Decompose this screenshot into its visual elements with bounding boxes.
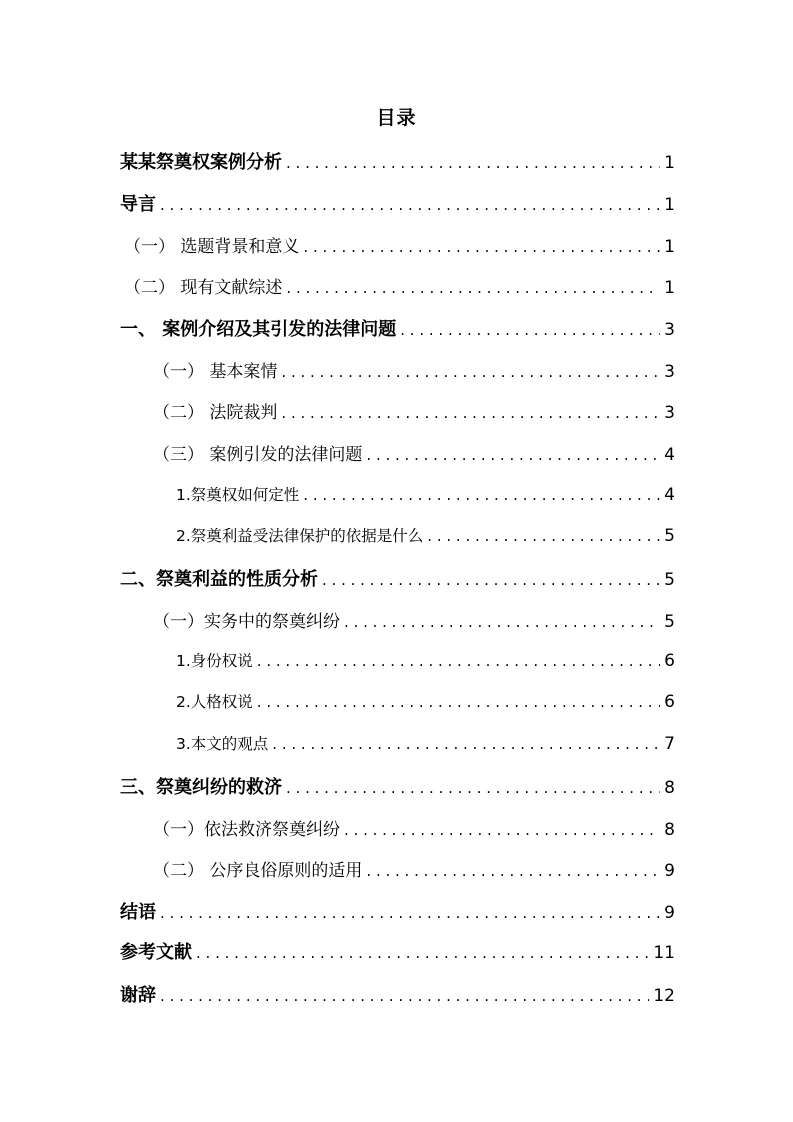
toc-entry[interactable] [176, 524, 675, 546]
toc-entry-label: 结语 [120, 902, 156, 923]
toc-leader-dots [344, 613, 660, 631]
toc-page-number: 1 [664, 195, 675, 215]
toc-entry[interactable] [120, 898, 675, 924]
toc-leader-dots [160, 196, 660, 214]
toc-title: 目录 [376, 107, 417, 129]
toc-page-number: 4 [664, 485, 675, 505]
toc-entry-label: （三） 案例引发的法律问题 [153, 445, 363, 465]
toc-leader-dots [272, 735, 660, 753]
toc-leader-dots [344, 821, 660, 839]
toc-entry[interactable] [153, 357, 675, 382]
toc-entry-label: 2.人格权说 [176, 693, 253, 711]
toc-entry-label: 2.祭奠利益受法律保护的依据是什么 [176, 527, 424, 545]
toc-leader-dots [286, 279, 660, 297]
toc-entry-label: （一）依法救济祭奠纠纷 [153, 820, 340, 840]
toc-entry[interactable] [120, 981, 675, 1007]
toc-entry-label: 谢辞 [120, 985, 156, 1006]
toc-page-number: 3 [664, 362, 675, 382]
toc-entry-label: 3.本文的观点 [176, 735, 269, 753]
toc-leader-dots [286, 779, 660, 797]
toc-page-number: 7 [664, 734, 675, 754]
toc-entry[interactable] [120, 190, 675, 216]
toc-leader-dots [400, 321, 660, 339]
toc-page-number: 6 [664, 651, 675, 671]
toc-page-number: 11 [653, 943, 675, 963]
toc-leader-dots [160, 904, 660, 922]
toc-entry[interactable] [153, 440, 675, 465]
toc-leader-dots [196, 944, 649, 962]
toc-page-number: 6 [664, 692, 675, 712]
toc-entry-label: 导言 [120, 194, 156, 215]
toc-leader-dots [257, 652, 660, 670]
toc-entry-label: 1.身份权说 [176, 652, 253, 670]
toc-entry[interactable] [124, 232, 675, 257]
toc-page-number: 1 [664, 237, 675, 257]
toc-entry-label: 三、祭奠纠纷的救济 [120, 777, 282, 798]
toc-entry[interactable] [153, 607, 675, 632]
toc-leader-dots [281, 404, 660, 422]
toc-entry-label: （一） 选题背景和意义 [124, 237, 300, 257]
toc-page-number: 9 [664, 861, 675, 881]
toc-page-number: 1 [664, 278, 675, 298]
toc-entry-label: （二） 公序良俗原则的适用 [153, 861, 363, 881]
toc-entry[interactable] [176, 690, 675, 712]
toc-leader-dots [322, 571, 660, 589]
toc-leader-dots [366, 446, 660, 464]
toc-leader-dots [303, 486, 660, 504]
toc-leader-dots [427, 527, 660, 545]
toc-leader-dots [281, 363, 660, 381]
toc-entry-label: （一）实务中的祭奠纠纷 [153, 612, 340, 632]
toc-entry-label: （二） 现有文献综述 [124, 278, 283, 298]
toc-page-number: 5 [664, 570, 675, 590]
toc-entry-label: （二） 法院裁判 [153, 403, 278, 423]
toc-page-number: 4 [664, 445, 675, 465]
toc-leader-dots [257, 693, 660, 711]
toc-entry-label: 二、祭奠利益的性质分析 [120, 569, 318, 590]
toc-entry[interactable] [120, 148, 675, 174]
toc-leader-dots [286, 154, 660, 172]
toc-page-number: 12 [653, 986, 675, 1006]
toc-entry-label: （一） 基本案情 [153, 362, 278, 382]
toc-page-number: 8 [664, 820, 675, 840]
toc-page-number: 5 [664, 612, 675, 632]
toc-page-number: 1 [664, 153, 675, 173]
toc-page-number: 3 [664, 403, 675, 423]
toc-entry[interactable] [176, 483, 675, 505]
toc-entry[interactable] [120, 315, 675, 341]
toc-entry[interactable] [153, 815, 675, 840]
toc-entry[interactable] [124, 273, 675, 298]
toc-entry[interactable] [176, 732, 675, 754]
toc-entry[interactable] [176, 649, 675, 671]
toc-page-number: 5 [664, 526, 675, 546]
toc-leader-dots [303, 238, 660, 256]
toc-entry[interactable] [120, 565, 675, 591]
toc-page-number: 9 [664, 903, 675, 923]
toc-page-number: 8 [664, 778, 675, 798]
toc-page-number: 3 [664, 320, 675, 340]
toc-entry-label: 一、 案例介绍及其引发的法律问题 [120, 319, 397, 340]
toc-entry[interactable] [120, 938, 675, 964]
toc-leader-dots [160, 987, 649, 1005]
toc-entry-label: 1.祭奠权如何定性 [176, 486, 300, 504]
toc-entry-label: 参考文献 [120, 942, 192, 963]
toc-entry[interactable] [153, 398, 675, 423]
toc-leader-dots [366, 862, 660, 880]
toc-entry[interactable] [153, 856, 675, 881]
toc-entry-label: 某某祭奠权案例分析 [120, 152, 282, 173]
toc-entry[interactable] [120, 773, 675, 799]
